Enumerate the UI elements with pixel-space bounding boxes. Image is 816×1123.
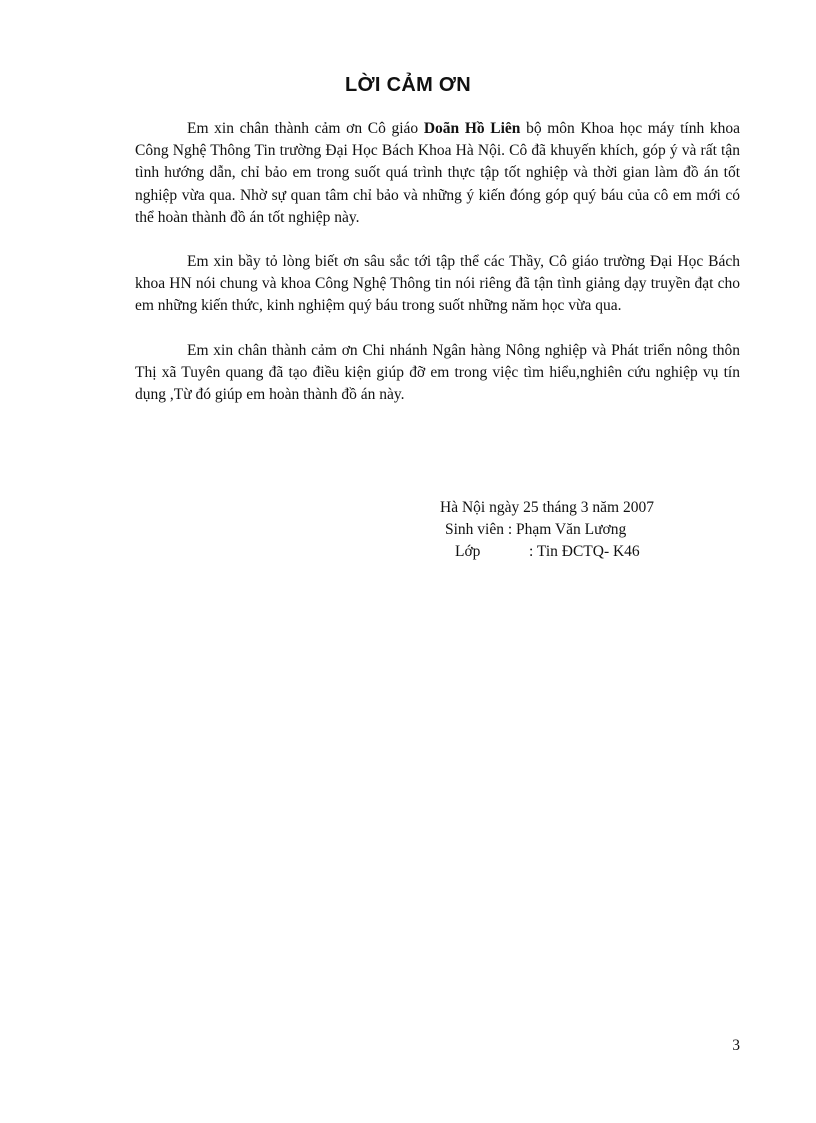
paragraph-1-text-end: bộ môn Khoa học máy tính khoa Công Nghệ Thông Tin trường Đại Học Bách Khoa Hà Nội. Cô đã khuyến khích, góp ý và rất tận tình hướng dẫn, chỉ bảo em trong suốt quá trình thực tập tốt nghiệp và thời gian làm đồ án tốt nghiệp vừa qua. Nhờ sự quan tâm chỉ bảo và những ý kiến đóng góp quý báu của cô em mới có thể hoàn thành đồ án tốt nghiệp này. xyxy=(135,120,740,226)
page-title: LỜI CẢM ƠN xyxy=(345,74,471,96)
signature-student: Sinh viên : Phạm Văn Lương xyxy=(445,521,627,538)
page-number: 3 xyxy=(732,1037,740,1054)
paragraph-1 xyxy=(135,118,740,229)
paragraph-2: Em xin bầy tỏ lòng biết ơn sâu sắc tới tập thể các Thầy, Cô giáo trường Đại Học Bách khoa HN nói chung và khoa Công Nghệ Thông tin nói riêng đã tận tình giảng dạy truyền đạt cho em những kiến thức, kinh nghiệm quý báu trong suốt những năm học vừa qua. xyxy=(135,253,740,315)
signature-date: Hà Nội ngày 25 tháng 3 năm 2007 xyxy=(440,499,654,516)
teacher-name: Doãn Hồ Liên xyxy=(423,120,521,137)
signature-class-value: : Tin ĐCTQ- K46 xyxy=(529,543,640,560)
signature-class-label: Lớp xyxy=(455,543,481,560)
signature-block xyxy=(428,497,654,563)
paragraph-3: Em xin chân thành cảm ơn Chi nhánh Ngân hàng Nông nghiệp và Phát triển nông thôn Thị xã Tuyên quang đã tạo điều kiện giúp đỡ em trong việc tìm hiểu,nghiên cứu nghiệp vụ tín dụng ,Từ đó giúp em hoàn thành đồ án này. xyxy=(135,341,740,404)
document-body xyxy=(135,118,740,428)
signature-class xyxy=(428,541,654,563)
paragraph-1-text-start: Em xin chân thành cảm ơn Cô giáo xyxy=(187,120,424,137)
